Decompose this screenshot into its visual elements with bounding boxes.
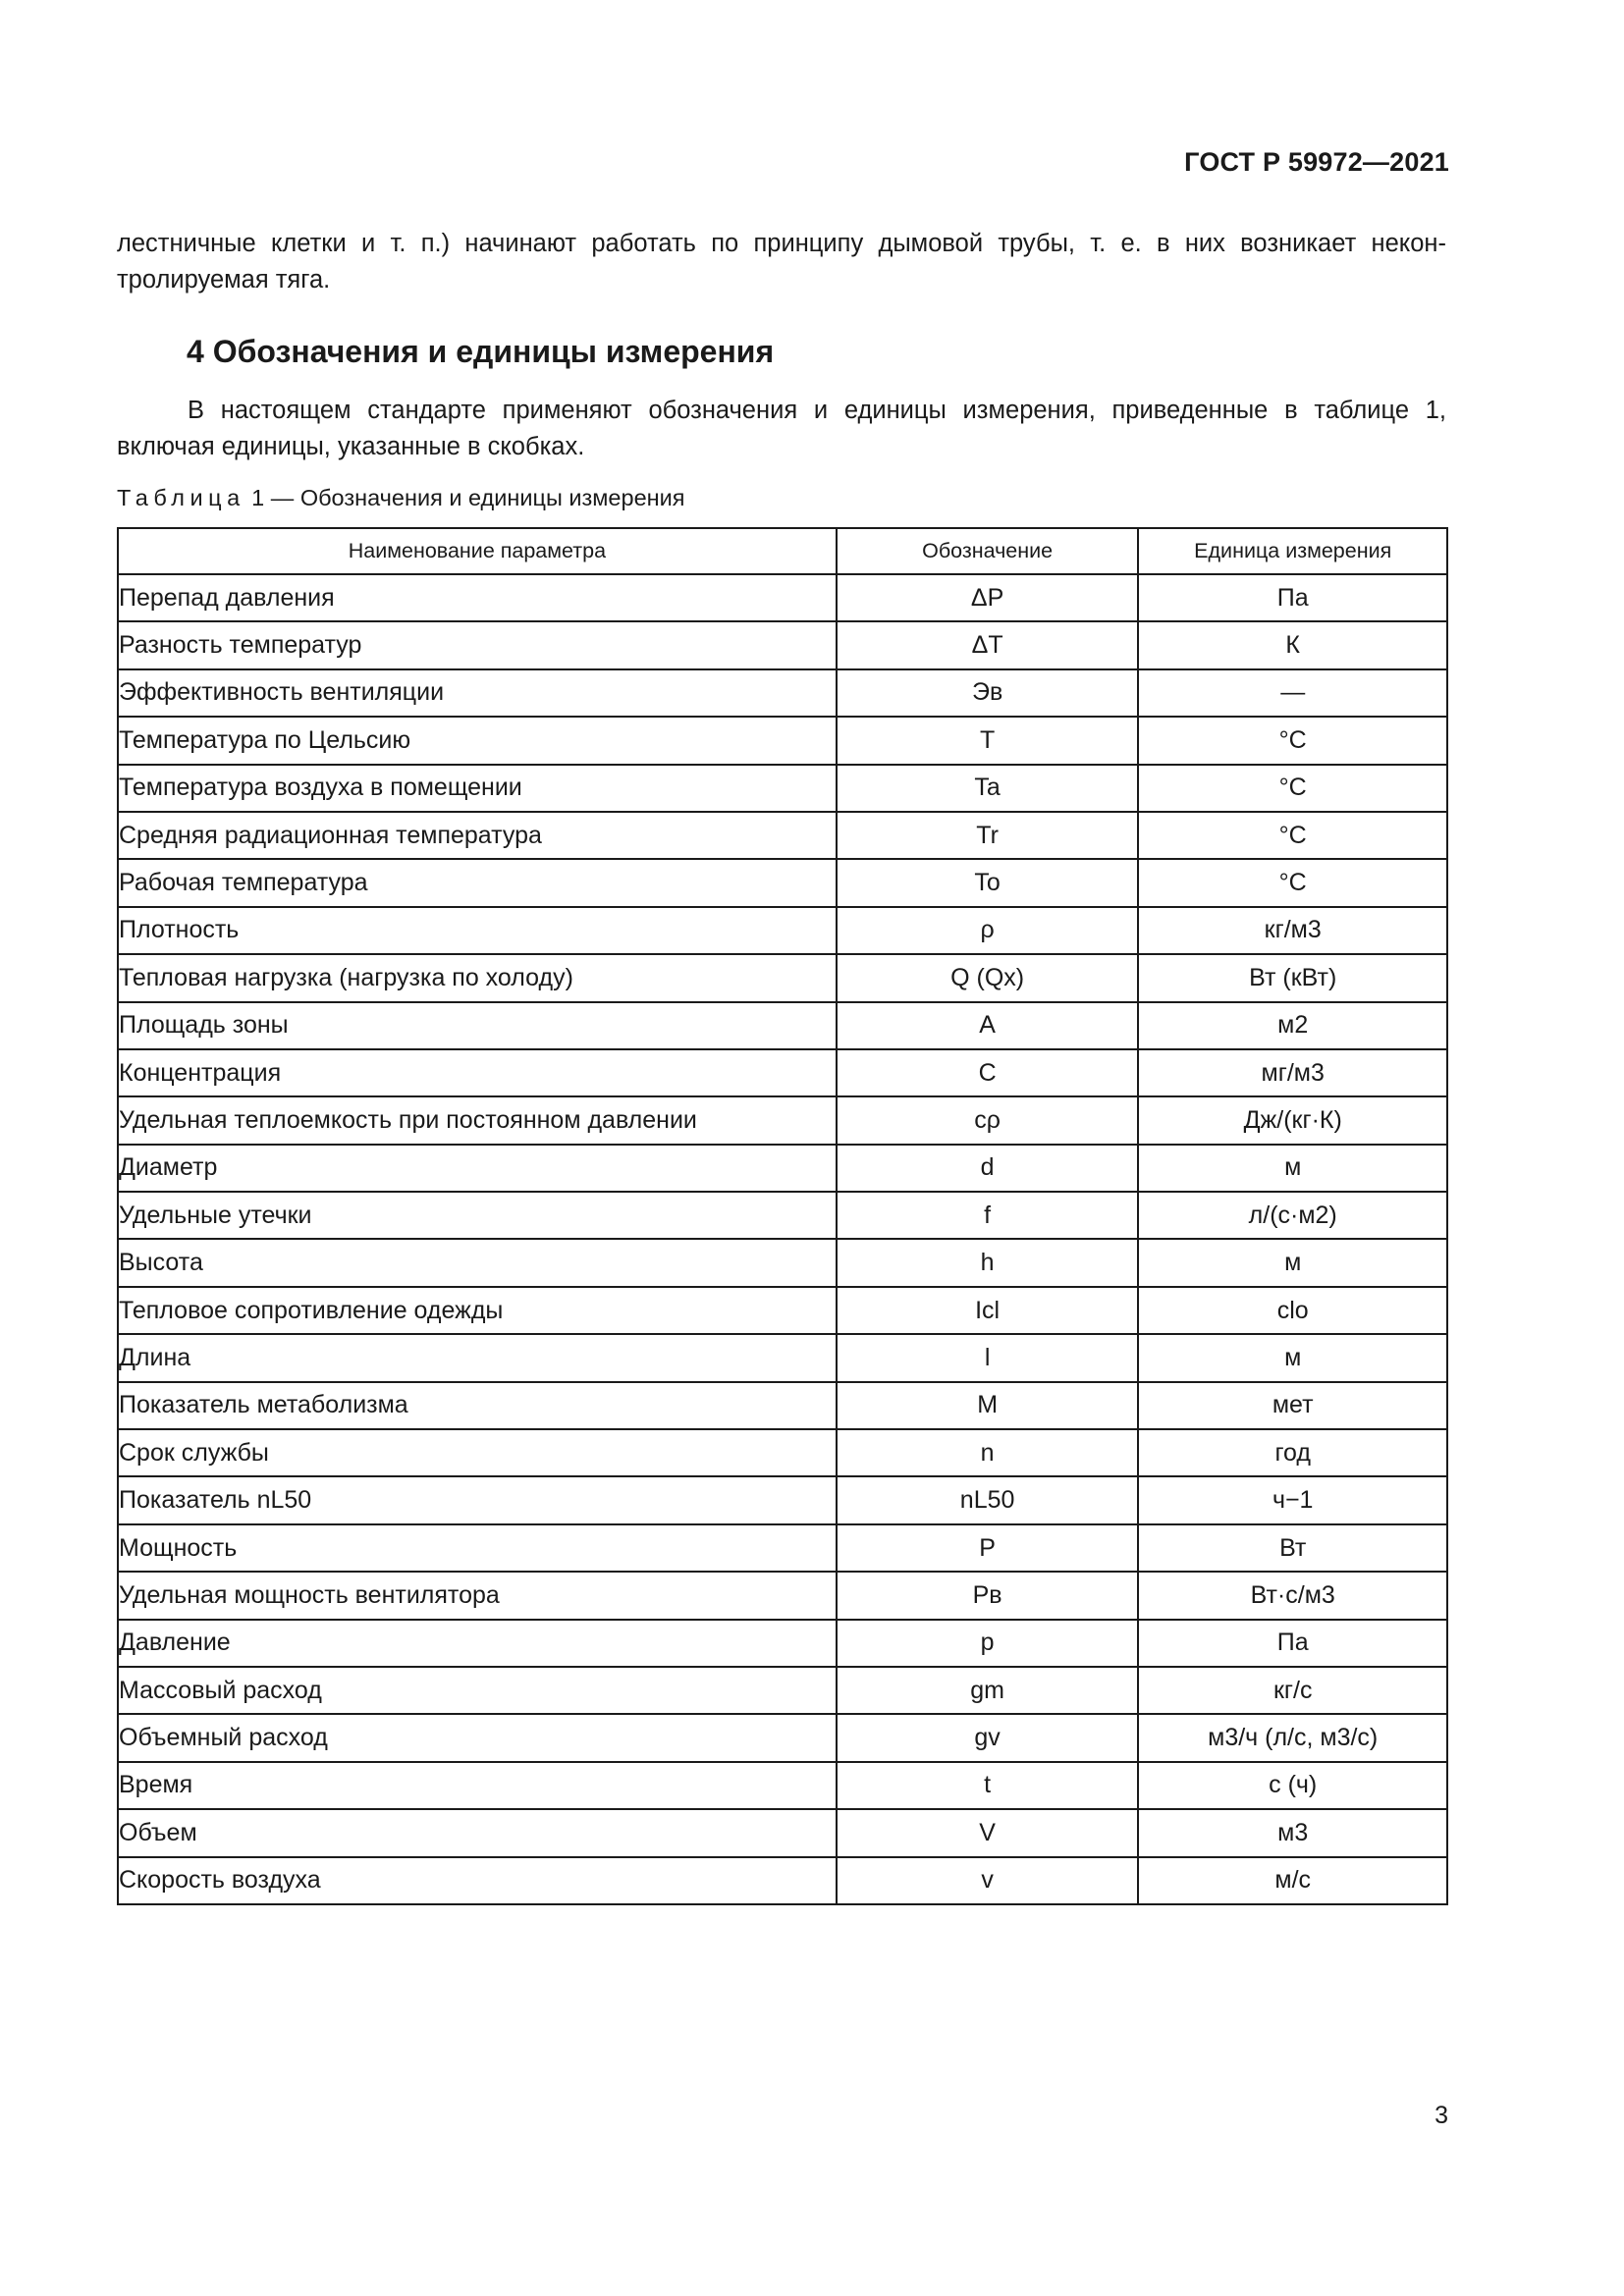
parameter-name-cell: Массовый расход — [118, 1667, 837, 1714]
units-table — [117, 527, 1448, 1905]
symbol-cell: gv — [837, 1714, 1139, 1761]
table-row — [118, 1762, 1447, 1809]
table-row — [118, 1524, 1447, 1572]
table-row — [118, 1145, 1447, 1192]
unit-cell: м3/ч (л/с, м3/с) — [1138, 1714, 1447, 1761]
section-title: 4 Обозначения и единицы измерения — [187, 334, 775, 369]
parameter-name-cell: Рабочая температура — [118, 859, 837, 906]
unit-cell: Вт — [1138, 1524, 1447, 1572]
symbol-cell: C — [837, 1049, 1139, 1096]
table-row — [118, 1049, 1447, 1096]
parameter-name-cell: Показатель nL50 — [118, 1476, 837, 1523]
symbol-cell: gm — [837, 1667, 1139, 1714]
symbol-cell: T — [837, 717, 1139, 764]
parameter-name-cell: Показатель метаболизма — [118, 1382, 837, 1429]
symbol-cell: v — [837, 1857, 1139, 1904]
symbol-cell: n — [837, 1429, 1139, 1476]
parameter-name-cell: Тепловая нагрузка (нагрузка по холоду) — [118, 954, 837, 1001]
table-row — [118, 1002, 1447, 1049]
unit-cell: м3 — [1138, 1809, 1447, 1856]
table-body — [118, 574, 1447, 1904]
parameter-name-cell: Эффективность вентиляции — [118, 669, 837, 717]
parameter-name-cell: Перепад давления — [118, 574, 837, 621]
unit-cell: л/(с·м2) — [1138, 1192, 1447, 1239]
symbol-cell: nL50 — [837, 1476, 1139, 1523]
symbol-cell: p — [837, 1620, 1139, 1667]
table-row — [118, 1382, 1447, 1429]
table-header-row — [118, 528, 1447, 574]
table-row — [118, 1429, 1447, 1476]
table-caption — [117, 485, 684, 511]
intro-paragraph: лестничные клетки и т. п.) начинают работать по принципу дымовой трубы, т. е. в них возникает некон- тролируемая тяга. — [117, 230, 1446, 294]
table-row — [118, 859, 1447, 906]
symbol-cell: P — [837, 1524, 1139, 1572]
table-row — [118, 717, 1447, 764]
symbol-cell: l — [837, 1334, 1139, 1381]
table-row — [118, 1857, 1447, 1904]
unit-cell: Па — [1138, 574, 1447, 621]
parameter-name-cell: Удельная теплоемкость при постоянном давлении — [118, 1096, 837, 1144]
symbol-cell: ρ — [837, 907, 1139, 954]
symbol-cell: To — [837, 859, 1139, 906]
parameter-name-cell: Средняя радиационная температура — [118, 812, 837, 859]
parameter-name-cell: Скорость воздуха — [118, 1857, 837, 1904]
symbol-cell: A — [837, 1002, 1139, 1049]
unit-cell: — — [1138, 669, 1447, 717]
table-row — [118, 1714, 1447, 1761]
unit-cell: °C — [1138, 717, 1447, 764]
table-row — [118, 669, 1447, 717]
document-code: ГОСТ Р 59972—2021 — [1184, 147, 1449, 177]
parameter-name-cell: Длина — [118, 1334, 837, 1381]
table-row — [118, 812, 1447, 859]
symbol-cell: ΔP — [837, 574, 1139, 621]
parameter-name-cell: Удельные утечки — [118, 1192, 837, 1239]
table-row — [118, 1667, 1447, 1714]
unit-cell: с (ч) — [1138, 1762, 1447, 1809]
table-row — [118, 1572, 1447, 1619]
unit-cell: °C — [1138, 765, 1447, 812]
header-symbol: Обозначение — [837, 528, 1139, 574]
unit-cell: м — [1138, 1239, 1447, 1286]
unit-cell: Вт (кВт) — [1138, 954, 1447, 1001]
unit-cell: кг/с — [1138, 1667, 1447, 1714]
unit-cell: Вт·с/м3 — [1138, 1572, 1447, 1619]
symbol-cell: t — [837, 1762, 1139, 1809]
symbol-cell: cρ — [837, 1096, 1139, 1144]
table-row — [118, 1239, 1447, 1286]
unit-cell: Па — [1138, 1620, 1447, 1667]
table-row — [118, 574, 1447, 621]
unit-cell: °C — [1138, 812, 1447, 859]
symbol-cell: Q (Qx) — [837, 954, 1139, 1001]
table-row — [118, 1096, 1447, 1144]
parameter-name-cell: Разность температур — [118, 621, 837, 668]
parameter-name-cell: Удельная мощность вентилятора — [118, 1572, 837, 1619]
table-row — [118, 1334, 1447, 1381]
unit-cell: ч−1 — [1138, 1476, 1447, 1523]
header-unit: Единица измерения — [1138, 528, 1447, 574]
page-number: 3 — [1435, 2102, 1448, 2129]
symbol-cell: M — [837, 1382, 1139, 1429]
parameter-name-cell: Температура воздуха в помещении — [118, 765, 837, 812]
symbol-cell: Эв — [837, 669, 1139, 717]
symbol-cell: Ta — [837, 765, 1139, 812]
parameter-name-cell: Концентрация — [118, 1049, 837, 1096]
symbol-cell: h — [837, 1239, 1139, 1286]
parameter-name-cell: Объем — [118, 1809, 837, 1856]
parameter-name-cell: Время — [118, 1762, 837, 1809]
table-row — [118, 765, 1447, 812]
symbol-cell: Pв — [837, 1572, 1139, 1619]
unit-cell: год — [1138, 1429, 1447, 1476]
unit-cell: м/с — [1138, 1857, 1447, 1904]
unit-cell: мг/м3 — [1138, 1049, 1447, 1096]
parameter-name-cell: Площадь зоны — [118, 1002, 837, 1049]
parameter-name-cell: Плотность — [118, 907, 837, 954]
symbol-cell: f — [837, 1192, 1139, 1239]
table-row — [118, 1809, 1447, 1856]
parameter-name-cell: Тепловое сопротивление одежды — [118, 1287, 837, 1334]
table-row — [118, 907, 1447, 954]
table-row — [118, 1287, 1447, 1334]
parameter-name-cell: Давление — [118, 1620, 837, 1667]
symbol-cell: Tr — [837, 812, 1139, 859]
table-row — [118, 1192, 1447, 1239]
unit-cell: м2 — [1138, 1002, 1447, 1049]
unit-cell: °C — [1138, 859, 1447, 906]
table-row — [118, 1620, 1447, 1667]
table-row — [118, 954, 1447, 1001]
unit-cell: м — [1138, 1334, 1447, 1381]
section-paragraph: В настоящем стандарте применяют обозначения и единицы измерения, приведенные в таблице 1, включая единицы, указанные в скобках. — [117, 397, 1446, 460]
header-parameter-name: Наименование параметра — [118, 528, 837, 574]
unit-cell: Дж/(кг·К) — [1138, 1096, 1447, 1144]
unit-cell: м — [1138, 1145, 1447, 1192]
parameter-name-cell: Высота — [118, 1239, 837, 1286]
table-caption-text: 1 — Обозначения и единицы измерения — [244, 485, 685, 510]
unit-cell: К — [1138, 621, 1447, 668]
parameter-name-cell: Объемный расход — [118, 1714, 837, 1761]
unit-cell: кг/м3 — [1138, 907, 1447, 954]
table-row — [118, 1476, 1447, 1523]
symbol-cell: V — [837, 1809, 1139, 1856]
parameter-name-cell: Срок службы — [118, 1429, 837, 1476]
table-caption-word: Таблица — [117, 485, 245, 510]
unit-cell: мет — [1138, 1382, 1447, 1429]
symbol-cell: Icl — [837, 1287, 1139, 1334]
parameter-name-cell: Температура по Цельсию — [118, 717, 837, 764]
parameter-name-cell: Диаметр — [118, 1145, 837, 1192]
unit-cell: clo — [1138, 1287, 1447, 1334]
parameter-name-cell: Мощность — [118, 1524, 837, 1572]
table-row — [118, 621, 1447, 668]
symbol-cell: ΔT — [837, 621, 1139, 668]
symbol-cell: d — [837, 1145, 1139, 1192]
